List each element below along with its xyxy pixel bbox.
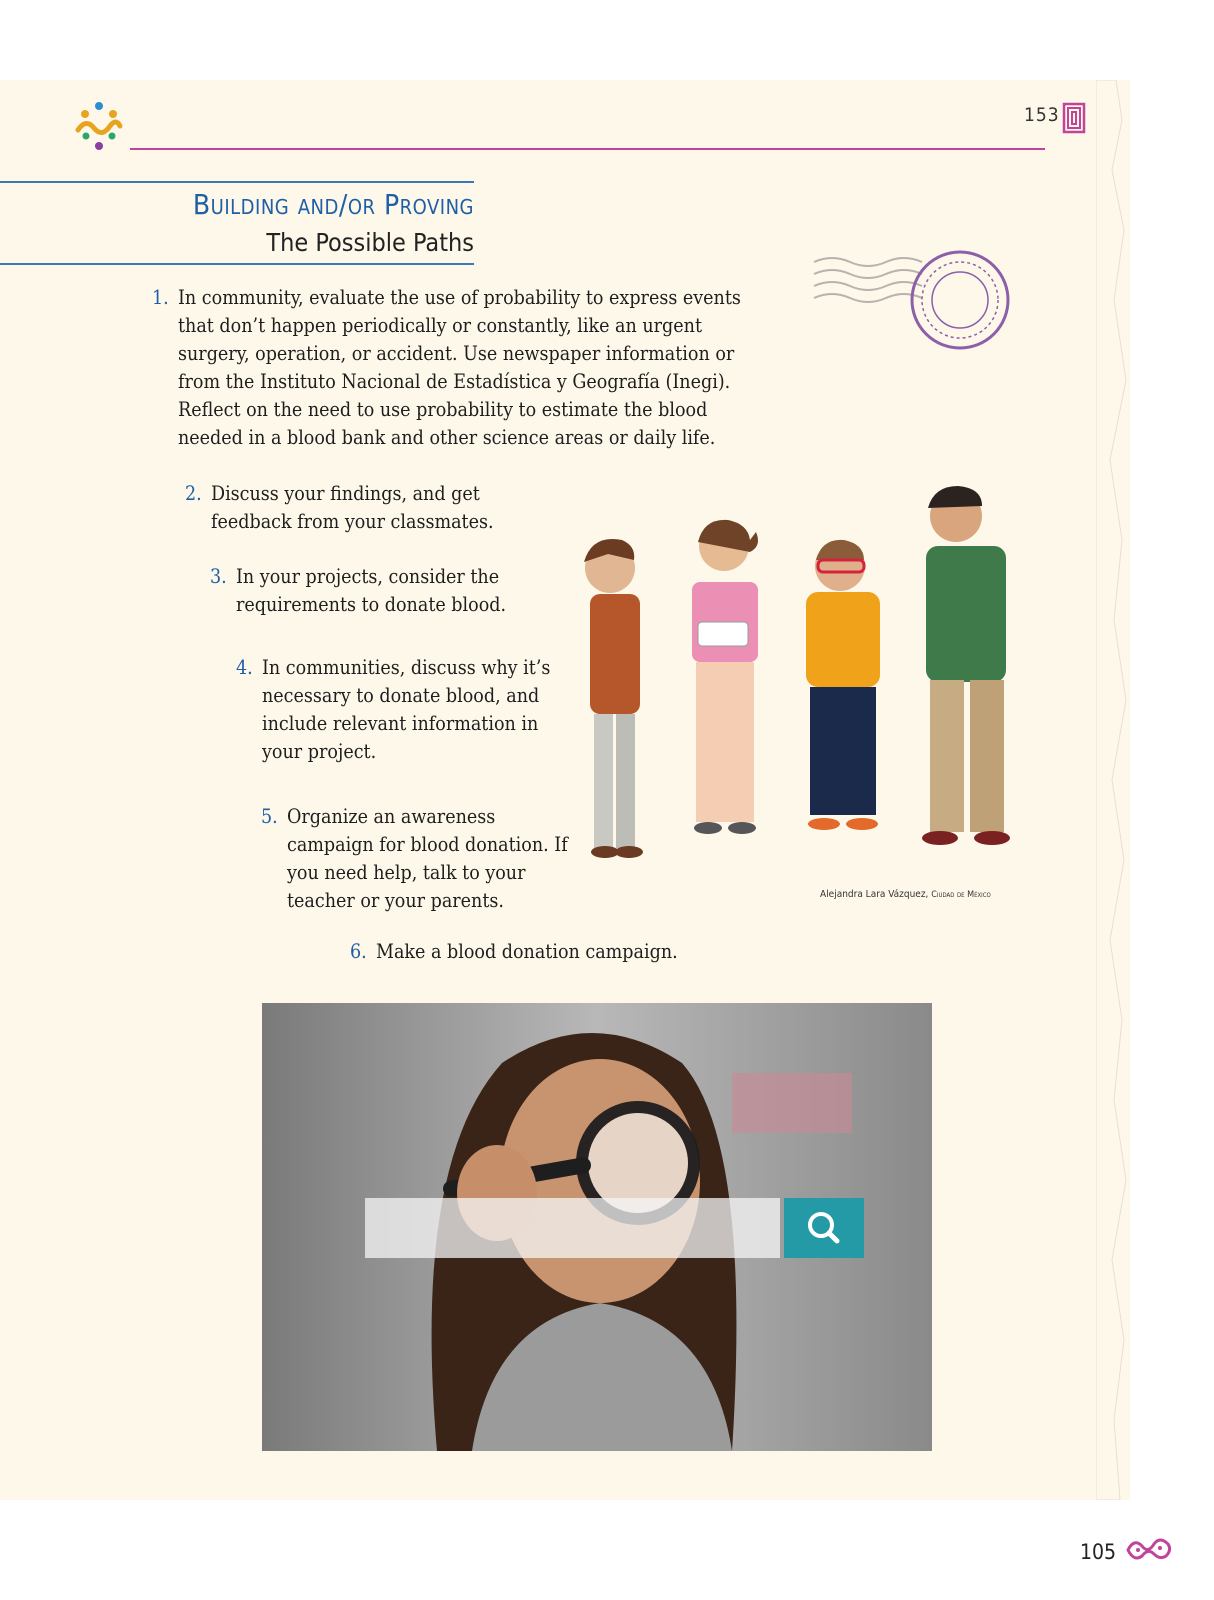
page-number-top: 153 [1024,104,1060,126]
step-5 [261,803,577,915]
girl-magnifier-photo [262,1003,932,1451]
credit-name: Alejandra Lara Vázquez, [820,889,929,900]
ornament-icon [1060,100,1088,136]
postmark-icon [812,240,1026,356]
step-number: 1. [152,286,169,309]
section-subtitle: The Possible Paths [266,228,474,257]
torn-edge [1096,80,1130,1500]
page-number-bottom: 105 [1080,1540,1117,1564]
section-title: Building and/or Proving [192,188,474,221]
illustration-credit [820,889,1020,900]
search-icon [784,1198,864,1258]
step-text: In communities, discuss why it’s necessary to donate blood, and include relevant information in your project. [262,656,551,763]
section-rule-bottom [0,263,474,265]
step-1 [152,284,772,452]
search-input[interactable] [365,1198,780,1258]
logo-icon [72,100,124,152]
credit-place: Ciudad de México [931,890,991,900]
header-rule [130,148,1045,150]
section-rule-top [0,181,474,183]
student-3 [806,540,880,830]
step-3 [210,563,526,619]
step-text: In your projects, consider the requirements to donate blood. [236,565,507,616]
step-text: In community, evaluate the use of probability to express events that don’t happen periodically or constantly, like an urgent surgery, operation, or accident. Use newspaper information or from the Instituto Nacional de Estadística y Geografía (Inegi). Reflect on the need to use probability to estimate the blood needed in a blood bank and other science areas or daily life. [178,286,741,449]
step-number: 4. [236,656,253,679]
step-number: 2. [185,482,202,505]
student-2 [692,520,758,834]
step-2 [185,480,521,536]
step-text: Organize an awareness campaign for blood donation. If you need help, talk to your teacher or your parents. [287,805,568,912]
step-text: Make a blood donation campaign. [376,940,678,963]
step-6 [350,938,796,966]
students-illustration [578,482,1028,868]
step-number: 5. [261,805,278,828]
step-number: 6. [350,940,367,963]
step-number: 3. [210,565,227,588]
search-button[interactable] [784,1198,864,1258]
student-4 [922,486,1010,845]
ornament-icon [1124,1534,1174,1564]
step-4 [236,654,562,766]
student-1 [584,539,643,858]
step-text: Discuss your findings, and get feedback from your classmates. [211,482,494,533]
